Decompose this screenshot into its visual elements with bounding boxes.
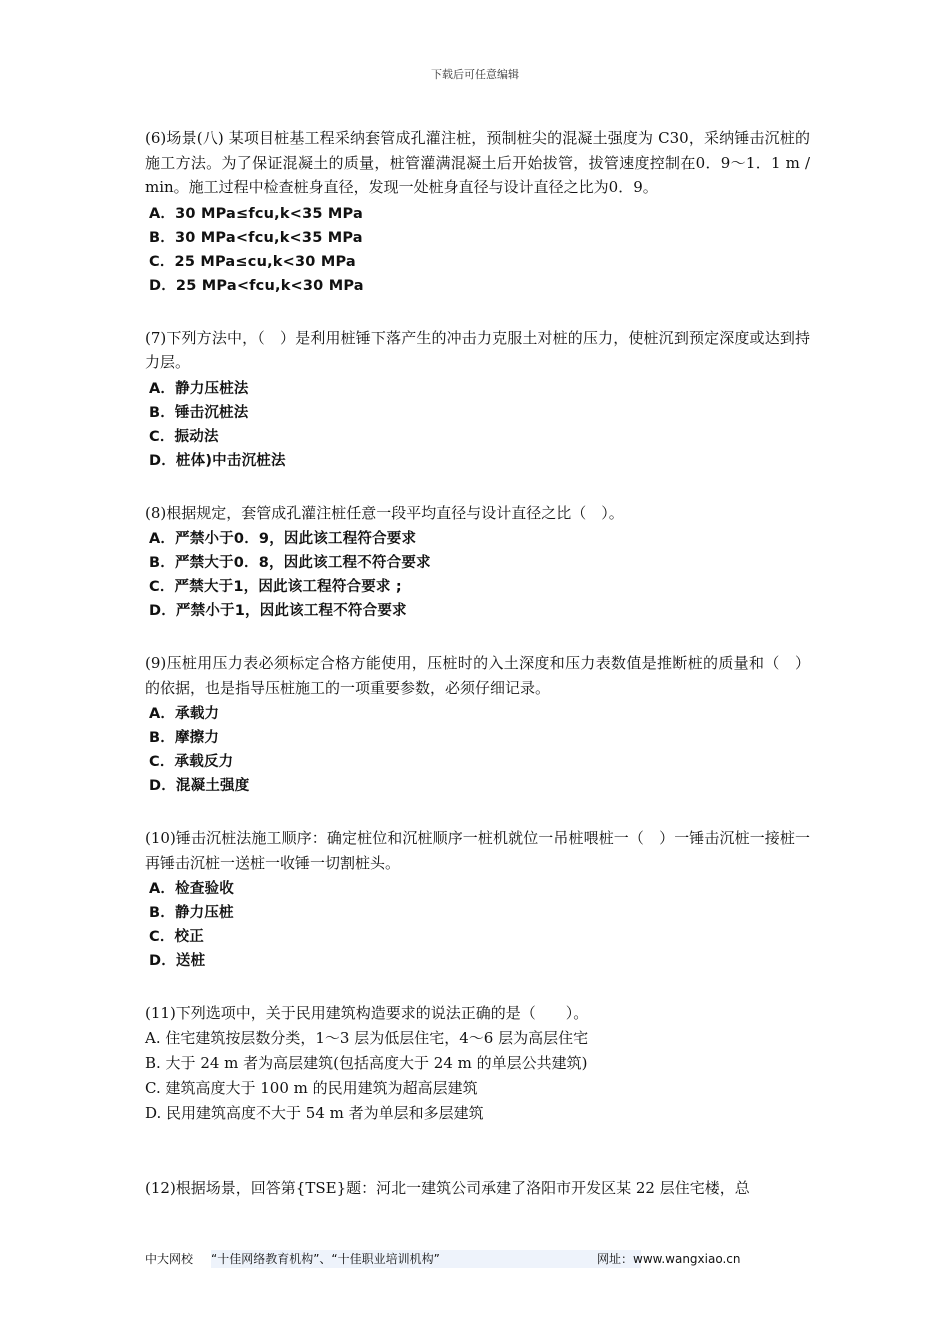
page-header: 下载后可任意编辑 — [431, 68, 519, 81]
option-b: B．锤击沉桩法 — [149, 404, 249, 421]
option-d: D. 民用建筑高度不大于 54 m 者为单层和多层建筑 — [145, 1103, 484, 1122]
option-d: D．混凝土强度 — [149, 778, 250, 794]
question-text: (11)下列选项中，关于民用建筑构造要求的说法正确的是（ ）。 — [145, 1004, 589, 1022]
option-a: A．静力压桩法 — [149, 380, 249, 397]
option-c: C．严禁大于1，因此该工程符合要求 ; — [149, 579, 402, 595]
question-9 — [145, 651, 810, 798]
document-body — [145, 126, 810, 1200]
option-c: C．承载反力 — [149, 754, 234, 770]
question-12 — [145, 1176, 810, 1201]
option-a: A．30 MPa≤fcu,k<35 MPa — [149, 205, 363, 222]
option-c: C．25 MPa≤cu,k<30 MPa — [149, 253, 356, 270]
question-text: (9)压桩用压力表必须标定合格方能使用，压桩时的入土深度和压力表数值是推断桩的质量和（ ）的依据，也是指导压桩施工的一项重要参数，必须仔细记录。 — [145, 654, 810, 697]
option-a: A．承载力 — [149, 706, 220, 722]
option-c: C．校正 — [149, 929, 204, 945]
option-d: D．严禁小于1，因此该工程不符合要求 — [149, 603, 407, 619]
question-text: (7)下列方法中，（ ）是利用桩锤下落产生的冲击力克服土对桩的压力，使桩沉到预定深度或达到持力层。 — [145, 328, 810, 371]
option-c: C．振动法 — [149, 428, 219, 445]
question-text: (6)场景(八) 某项目桩基工程采纳套管成孔灌注桩，预制桩尖的混凝土强度为 C30，采纳锤击沉桩的施工方法。为了保证混凝土的质量，桩管灌满混凝土后开始拔管，拔管速度控制在0．9～1．1 m / min。施工过程中检查桩身直径，发现一处桩身直径与设计直径之比为0．9。 — [145, 129, 810, 196]
footer-slogan: “十佳网络教育机构”、“十佳职业培训机构” — [211, 1250, 641, 1268]
option-list — [149, 527, 810, 623]
option-c: C. 建筑高度大于 100 m 的民用建筑为超高层建筑 — [145, 1078, 478, 1097]
question-7 — [145, 326, 810, 473]
option-list — [149, 702, 810, 798]
option-a: A．检查验收 — [149, 881, 234, 897]
option-list — [149, 202, 810, 298]
question-text: (10)锤击沉桩法施工顺序：确定桩位和沉桩顺序一桩机就位一吊桩喂桩一（ ）一锤击沉桩一接桩一再锤击沉桩一送桩一收锤一切割桩头。 — [145, 829, 810, 872]
question-6 — [145, 126, 810, 298]
question-11 — [145, 1001, 810, 1126]
option-b: B．静力压桩 — [149, 905, 234, 921]
option-b: B．30 MPa<fcu,k<35 MPa — [149, 229, 363, 246]
option-list — [149, 877, 810, 973]
option-d: D．送桩 — [149, 953, 206, 969]
footer-website: 网址：www.wangxiao.cn — [597, 1252, 741, 1266]
option-list — [149, 377, 810, 473]
question-text: (8)根据规定，套管成孔灌注桩任意一段平均直径与设计直径之比（ ）。 — [145, 503, 624, 522]
option-b: B. 大于 24 m 者为高层建筑(包括高度大于 24 m 的单层公共建筑) — [145, 1053, 588, 1072]
option-list — [145, 1026, 810, 1126]
option-b: B．严禁大于0．8，因此该工程不符合要求 — [149, 555, 431, 571]
question-text: (12)根据场景，回答第{TSE}题：河北一建筑公司承建了洛阳市开发区某 22 层住宅楼，总 — [145, 1178, 750, 1197]
option-b: B．摩擦力 — [149, 730, 220, 746]
option-d: D．25 MPa<fcu,k<30 MPa — [149, 277, 364, 294]
page-footer — [145, 1250, 745, 1268]
option-a: A．严禁小于0．9，因此该工程符合要求 — [149, 531, 417, 547]
option-a: A. 住宅建筑按层数分类，1～3 层为低层住宅，4～6 层为高层住宅 — [145, 1028, 589, 1047]
footer-brand: 中大网校 — [145, 1252, 194, 1266]
question-10 — [145, 826, 810, 973]
question-8 — [145, 501, 810, 624]
option-d: D．桩体)中击沉桩法 — [149, 452, 286, 469]
